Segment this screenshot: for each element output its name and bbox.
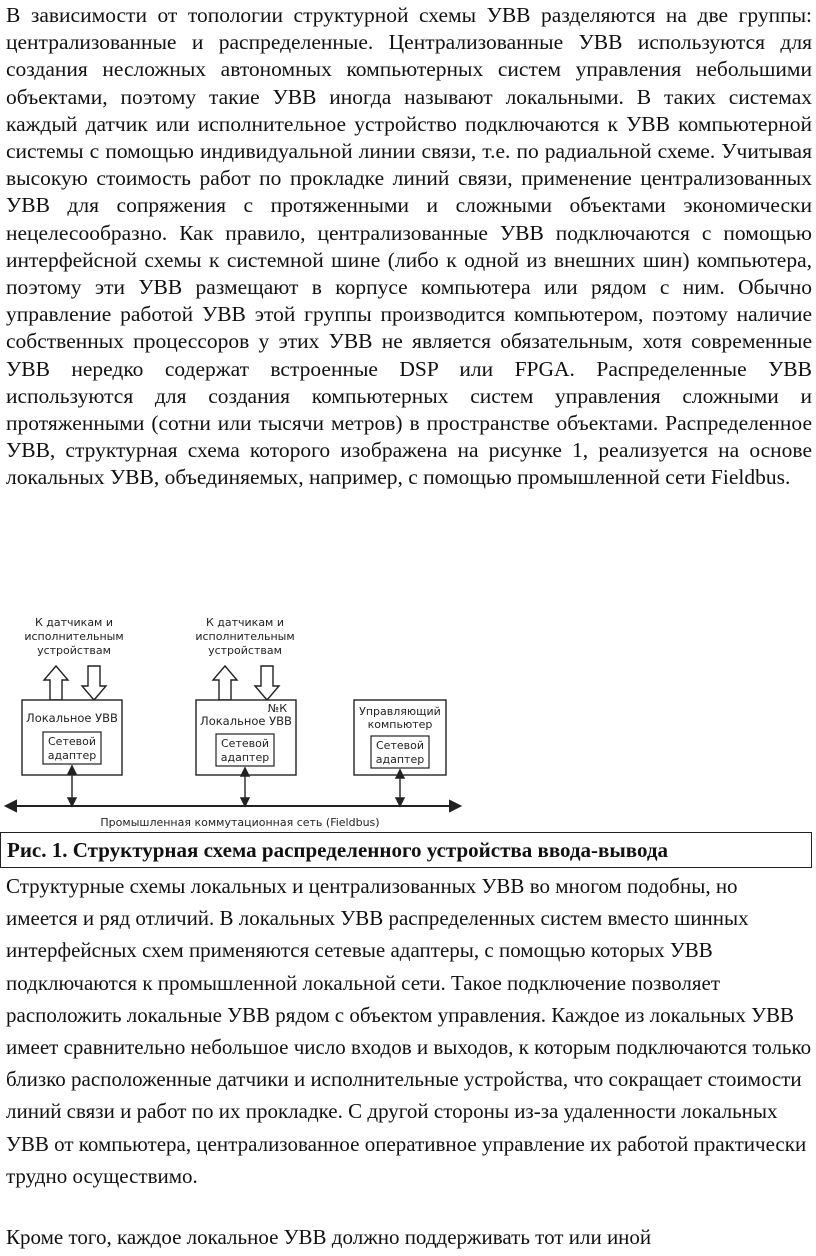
sensor-label-1-line3: устройствам — [37, 644, 111, 657]
connection-arrow-1 — [68, 766, 76, 806]
local-uvv-label-k: Локальное УВВ — [200, 714, 292, 728]
diagram-svg — [0, 606, 816, 834]
adapter-label-k-line1: Сетевой — [221, 737, 269, 750]
sensor-label-2-line1: К датчикам и — [205, 616, 285, 629]
up-arrow-icon — [44, 666, 68, 700]
paragraph-continuation: Кроме того, каждое локальное УВВ должно поддерживать тот или иной — [6, 1225, 652, 1249]
adapter-label-k-line2: адаптер — [220, 751, 270, 764]
adapter-label-1-line1: Сетевой — [48, 735, 96, 748]
paragraph-local-uvv: Структурные схемы локальных и централизованных УВВ во многом подобны, но имеется и ряд отличий. В локальных УВВ распределенных систем вместо шинных интерфейсных схем применяются сетевые адаптеры, с помощью которых УВВ подключаются к промышленной локальной сети. Такое подключение позволяет расположить локальные УВВ рядом с объектом управления. Каждое из локальных УВВ имеет сравнительно небольшое число входов и выходов, к которым подключаются только близко расположенные датчики и исполнительные устройства, что сокращает стоимости линий связи и работ по их прокладке. С другой стороны из-за удаленности локальных УВВ от компьютера, централизованное оперативное управление их работой практически трудно осуществимо. — [6, 874, 812, 1188]
sensor-label-1-line1: К датчикам и — [34, 616, 114, 629]
sensor-label-2-line3: устройствам — [208, 644, 282, 657]
connection-arrow-k — [241, 768, 249, 806]
paragraph-topology: В зависимости от топологии структурной схемы УВВ разделяются на две группы: централизованные и распределенные. Централизованные УВВ используются для создания несложных автономных компьютерных систем управления небольшими объектами, поэтому такие УВВ иногда называют локальными. В таких системах каждый датчик или исполнительное устройство подключаются к УВВ компьютерной системы с помощью индивидуальной линии связи, т.е. по радиальной схеме. Учитывая высокую стоимость работ по прокладке линий связи, применение централизованных УВВ для сопряжения с протяженными и сложными объектами экономически нецелесообразно. Как правило, централизованные УВВ подключаются с помощью интерфейсной схемы к системной шине (либо к одной из внешних шин) компьютера, поэтому эти УВВ размещают в корпусе компьютера или рядом с ним. Обычно управление работой УВВ этой группы производится компьютером, поэтому наличие собственных процессоров у этих УВВ не является обязательным, хотя современные УВВ нередко содержат встроенные DSP или FPGA. Распределенные УВВ используются для создания компьютерных систем управления сложными и протяженными (сотни или тысячи метров) в пространстве объектами. Распределенное УВВ, структурная схема которого изображена на рисунке 1, реализуется на основе локальных УВВ, объединяемых, например, с помощью промышленной сети Fieldbus. — [6, 3, 812, 490]
local-uvv-label-1: Локальное УВВ — [26, 711, 118, 725]
local-uvv-k-number: №К — [267, 702, 287, 715]
control-computer-line2: компьютер — [367, 718, 433, 731]
network-label: Промышленная коммутационная сеть (Fieldbus) — [100, 816, 380, 829]
down-arrow-icon — [82, 666, 106, 700]
figure-caption: Рис. 1. Структурная схема распределенного устройства ввода-вывода — [7, 838, 668, 862]
figure-structural-diagram — [0, 606, 816, 834]
up-arrow-icon — [213, 666, 237, 700]
connection-arrow-computer — [396, 770, 404, 806]
adapter-label-computer-line2: адаптер — [375, 753, 425, 766]
control-computer-line1: Управляющий — [359, 705, 441, 718]
sensor-label-2-line2: исполнительным — [195, 630, 295, 643]
sensor-label-1-line2: исполнительным — [24, 630, 124, 643]
adapter-label-1-line2: адаптер — [47, 749, 97, 762]
caption-frame — [0, 832, 812, 868]
down-arrow-icon — [255, 666, 279, 700]
adapter-label-computer-line1: Сетевой — [376, 739, 424, 752]
